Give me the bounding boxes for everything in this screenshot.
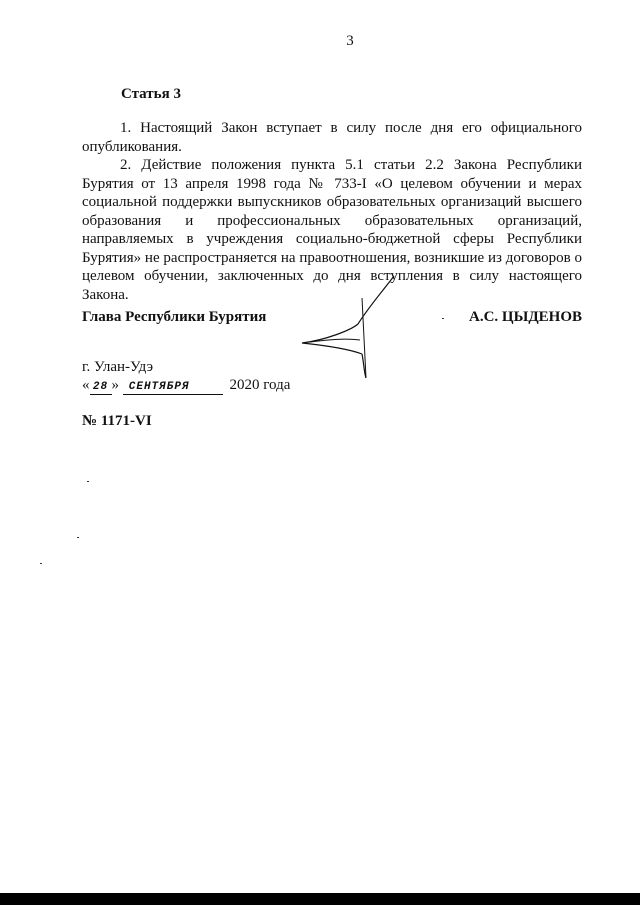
scan-speck (40, 563, 42, 564)
date-month: СЕНТЯБРЯ (123, 380, 223, 395)
page-number: 3 (346, 33, 354, 49)
date-day: 28 (90, 380, 112, 395)
date-year: 2020 года (229, 377, 291, 393)
date-open-quote: « (82, 377, 90, 393)
signatory-name: А.С. ЦЫДЕНОВ (469, 309, 582, 325)
scan-speck (442, 318, 444, 319)
place-of-signing: г. Улан-Удэ (82, 359, 154, 375)
signatory-title: Глава Республики Бурятия (82, 309, 267, 325)
date-close-quote: » (111, 377, 119, 393)
paragraph-1: 1. Настоящий Закон вступает в силу после дня его официального опубликования. (82, 120, 582, 155)
paragraph-2: 2. Действие положения пункта 5.1 статьи 2.2 Закона Республики Бурятия от 13 апреля 1998 года № 733-I «О целевом обучении и мерах социальной поддержки выпускников образовательных организаций высшего образования и профессиональных образовательных организаций, направляемых в учреждения социально-бюджетной сферы Республики Бурятия» не распространяется на правоотношения, возникшие из договоров о целевом обучении, заключенных до дня вступления в силу настоящего Закона. (82, 157, 582, 303)
scan-border (0, 893, 640, 905)
law-number: № 1171-VI (82, 413, 152, 429)
handwritten-signature (296, 268, 406, 383)
scan-speck (87, 481, 89, 482)
date-of-signing (82, 377, 290, 395)
article-title: Статья 3 (121, 86, 181, 102)
scan-speck (77, 537, 79, 538)
